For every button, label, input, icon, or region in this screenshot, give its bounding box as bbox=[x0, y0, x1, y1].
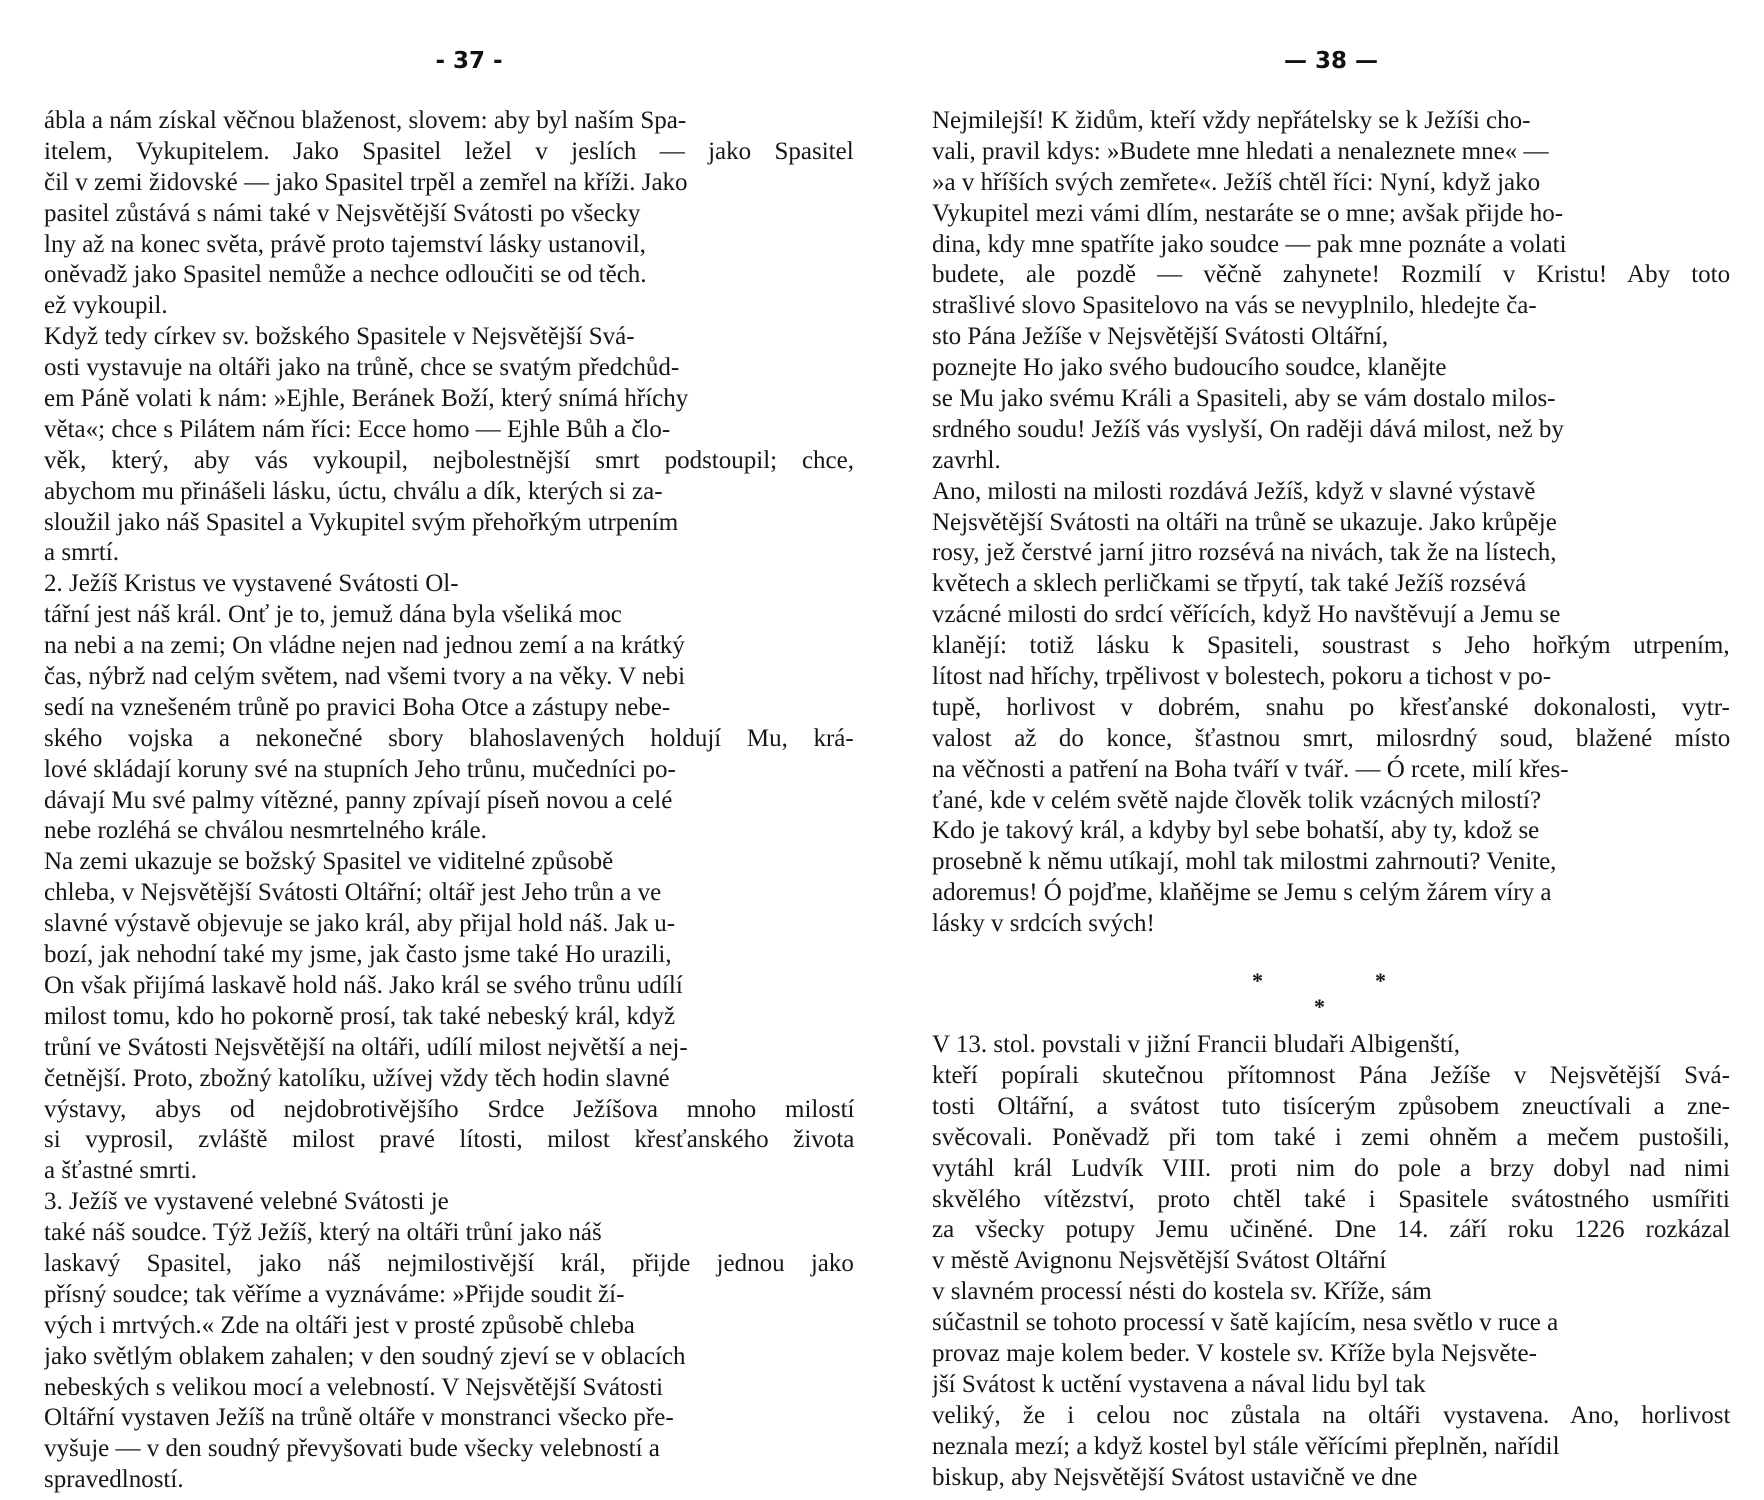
text-line: tupě, horlivost v dobrém, snahu po křesťanské dokonalosti, vytr- bbox=[932, 693, 1730, 721]
text-line: nebeských s velikou mocí a velebností. V Nejsvětější Svátosti bbox=[44, 1373, 664, 1401]
section-separator bbox=[932, 968, 1730, 1030]
text-line: ež vykoupil. bbox=[44, 292, 168, 320]
left-page bbox=[44, 0, 854, 1500]
right-page-text-top bbox=[932, 106, 1730, 940]
text-line: vali, pravil kdys: »Budete mne hledati a nenaleznete mne« — bbox=[932, 137, 1549, 165]
text-line: vých i mrtvých.« Zde na oltáři jest v prosté způsobě chleba bbox=[44, 1311, 635, 1339]
text-line: čas, nýbrž nad celým světem, nad všemi tvory a na věky. V nebi bbox=[44, 663, 686, 691]
text-line: Vykupitel mezi vámi dlím, nestaráte se o mne; avšak přijde ho- bbox=[932, 199, 1564, 227]
text-line: spravedlností. bbox=[44, 1466, 184, 1494]
text-line: 3. Ježíš ve vystavené velebné Svátosti je bbox=[44, 1188, 449, 1216]
text-line: vytáhl král Ludvík VIII. proti nim do pole a brzy dobyl nad nimi bbox=[932, 1154, 1730, 1182]
text-line: ského vojska a nekonečné sbory blahoslavených holdují Mu, krá- bbox=[44, 724, 854, 752]
text-line: 2. Ježíš Kristus ve vystavené Svátosti Ol- bbox=[44, 570, 459, 598]
text-line: v slavném processí nésti do kostela sv. Kříže, sám bbox=[932, 1278, 1432, 1306]
text-line: věta«; chce s Pilátem nám říci: Ecce homo — Ejhle Bůh a člo- bbox=[44, 415, 671, 443]
text-line: v městě Avignonu Nejsvětější Svátost Oltářní bbox=[932, 1247, 1387, 1275]
text-line: súčastnil se tohoto processí v šatě kajícím, nesa světlo v ruce a bbox=[932, 1309, 1559, 1337]
text-line: neznala mezí; a když kostel byl stále věřícími přeplněn, nařídil bbox=[932, 1432, 1560, 1460]
asterisk: * bbox=[1252, 968, 1263, 994]
text-line: slavné výstavě objevuje se jako král, aby přijal hold náš. Jak u- bbox=[44, 910, 676, 938]
text-line: trůní ve Svátosti Nejsvětější na oltáři, udílí milost největší a nej- bbox=[44, 1033, 688, 1061]
text-line: tosti Oltářní, a svátost tuto tisícerým způsobem zneuctívali a zne- bbox=[932, 1092, 1730, 1120]
text-line: a smrtí. bbox=[44, 539, 119, 567]
text-line: lny až na konec světa, právě proto tajemství lásky ustanovil, bbox=[44, 230, 646, 258]
text-line: sto Pána Ježíše v Nejsvětější Svátosti Oltářní, bbox=[932, 323, 1389, 351]
text-line: svěcovali. Poněvadž při tom také i zemi ohněm a mečem pustošili, bbox=[932, 1123, 1730, 1151]
text-line: výstavy, abys od nejdobrotivějšího Srdce Ježíšova mnoho milostí bbox=[44, 1095, 854, 1123]
text-line: čil v zemi židovské — jako Spasitel trpěl a zemřel na kříži. Jako bbox=[44, 168, 688, 196]
text-line: tářní jest náš král. Onť je to, jemuž dána byla všeliká moc bbox=[44, 601, 622, 629]
text-line: On však přijímá laskavě hold náš. Jako král se svého trůnu udílí bbox=[44, 971, 683, 999]
right-page-text bbox=[932, 106, 1730, 1493]
text-line: za všecky potupy Jemu učiněné. Dne 14. září roku 1226 rozkázal bbox=[932, 1216, 1730, 1244]
section-gap bbox=[932, 940, 1730, 968]
text-line: osti vystavuje na oltáři jako na trůně, chce se svatým předchůd- bbox=[44, 354, 680, 382]
text-line: abychom mu přinášeli lásku, úctu, chválu a dík, kterých si za- bbox=[44, 477, 663, 505]
text-line: vyšuje — v den soudný převyšovati bude všecky velebností a bbox=[44, 1435, 660, 1463]
right-page bbox=[932, 0, 1730, 1500]
text-line: jako světlým oblakem zahalen; v den soudný zjeví se v oblacích bbox=[44, 1342, 686, 1370]
text-line: lové skládají koruny své na stupních Jeho trůnu, mučedníci po- bbox=[44, 755, 676, 783]
text-line: pasitel zůstává s námi také v Nejsvětější Svátosti po všecky bbox=[44, 199, 641, 227]
text-line: »a v hříších svých zemřete«. Ježíš chtěl říci: Nyní, když jako bbox=[932, 168, 1541, 196]
text-line: na nebi a na zemi; On vládne nejen nad jednou zemí a na krátký bbox=[44, 632, 685, 660]
text-line: strašlivé slovo Spasitelovo na vás se nevyplnilo, hledejte ča- bbox=[932, 292, 1537, 320]
text-line: rosy, jež čerstvé jarní jitro rozsévá na nivách, tak že na lístech, bbox=[932, 539, 1557, 567]
text-line: dina, kdy mne spatříte jako soudce — pak mne poznáte a volati bbox=[932, 230, 1567, 258]
text-line: Na zemi ukazuje se božský Spasitel ve viditelné způsobě bbox=[44, 848, 614, 876]
text-line: přísný soudce; tak věříme a vyznáváme: »Přijde soudit ží- bbox=[44, 1280, 625, 1308]
text-line: veliký, že i celou noc zůstala na oltáři vystavena. Ano, horlivost bbox=[932, 1401, 1730, 1429]
text-line: adoremus! Ó pojďme, klaňějme se Jemu s celým žárem víry a bbox=[932, 879, 1552, 907]
text-line: biskup, aby Nejsvětější Svátost ustavičně ve dne bbox=[932, 1463, 1418, 1491]
text-line: provaz maje kolem beder. V kostele sv. Kříže byla Nejsvěte- bbox=[932, 1339, 1537, 1367]
text-line: prosebně k němu utíkají, mohl tak milostmi zahrnouti? Venite, bbox=[932, 848, 1557, 876]
text-line: chleba, v Nejsvětější Svátosti Oltářní; oltář jest Jeho trůn a ve bbox=[44, 879, 662, 907]
text-line: zavrhl. bbox=[932, 446, 1001, 474]
text-line: itelem, Vykupitelem. Jako Spasitel ležel v jeslích — jako Spasitel bbox=[44, 137, 854, 165]
text-line: srdného soudu! Ježíš vás vyslyší, On raději dává milost, než by bbox=[932, 415, 1564, 443]
text-line: ťané, kde v celém světě najde člověk tolik vzácných milostí? bbox=[932, 786, 1542, 814]
text-line: věk, který, aby vás vykoupil, nejbolestnější smrt podstoupil; chce, bbox=[44, 446, 854, 474]
text-line: Ano, milosti na milosti rozdává Ježíš, když v slavné výstavě bbox=[932, 477, 1536, 505]
right-page-text-bottom bbox=[932, 1030, 1730, 1493]
text-line: skvělého vítězství, proto chtěl také i Spasitele svátostného usmířiti bbox=[932, 1185, 1730, 1213]
text-line: oněvadž jako Spasitel nemůže a nechce odloučiti se od těch. bbox=[44, 261, 647, 289]
text-line: milost tomu, kdo ho pokorně prosí, tak také nebeský král, když bbox=[44, 1002, 676, 1030]
text-line: Nejsvětější Svátosti na oltáři na trůně se ukazuje. Jako krůpěje bbox=[932, 508, 1557, 536]
text-line: Oltářní vystaven Ježíš na trůně oltáře v monstranci všecko pře- bbox=[44, 1404, 674, 1432]
asterisk: * bbox=[1375, 968, 1386, 994]
text-line: se Mu jako svému Králi a Spasiteli, aby se vám dostalo milos- bbox=[932, 385, 1556, 413]
text-line: kteří popírali skutečnou přítomnost Pána Ježíše v Nejsvětější Svá- bbox=[932, 1061, 1730, 1089]
text-line: Kdo je takový král, a kdyby byl sebe bohatší, aby ty, kdož se bbox=[932, 817, 1540, 845]
text-line: ábla a nám získal věčnou blaženost, slovem: aby byl naším Spa- bbox=[44, 107, 687, 134]
text-line: bozí, jak nehodní také my jsme, jak často jsme také Ho urazili, bbox=[44, 941, 672, 969]
text-line: poznejte Ho jako svého budoucího soudce, klanějte bbox=[932, 354, 1447, 382]
text-line: valost až do konce, šťastnou smrt, milosrdný soud, blažené místo bbox=[932, 724, 1730, 752]
page-number-left: - 37 - bbox=[435, 48, 503, 74]
text-line: květech a sklech perličkami se třpytí, tak také Ježíš rozsévá bbox=[932, 570, 1527, 598]
left-page-text bbox=[44, 106, 854, 1496]
text-line: sloužil jako náš Spasitel a Vykupitel svým přehořkým utrpením bbox=[44, 508, 679, 536]
text-line: vzácné milosti do srdcí věřících, když Ho navštěvují a Jemu se bbox=[932, 601, 1561, 629]
text-line: také náš soudce. Týž Ježíš, který na oltáři trůní jako náš bbox=[44, 1219, 602, 1247]
text-line: klanějí: totiž lásku k Spasiteli, soustrast s Jeho hořkým utrpením, bbox=[932, 632, 1730, 660]
text-line: V 13. stol. povstali v jižní Francii bludaři Albigenští, bbox=[932, 1031, 1460, 1059]
text-line: nebe rozléhá se chválou nesmrtelného krále. bbox=[44, 817, 487, 845]
text-line: a šťastné smrti. bbox=[44, 1157, 198, 1185]
text-line: lásky v srdcích svých! bbox=[932, 910, 1155, 938]
text-line: em Páně volati k nám: »Ejhle, Beránek Boží, který snímá hříchy bbox=[44, 385, 689, 413]
text-line: Když tedy církev sv. božského Spasitele v Nejsvětější Svá- bbox=[44, 323, 635, 351]
text-line: sedí na vznešeném trůně po pravici Boha Otce a zástupy nebe- bbox=[44, 693, 671, 721]
text-line: lítost nad hříchy, trpělivost v bolestech, pokoru a tichost v po- bbox=[932, 663, 1552, 691]
page-number-right: — 38 — bbox=[1283, 48, 1379, 74]
text-line: dávají Mu své palmy vítězné, panny zpívají píseň novou a celé bbox=[44, 786, 673, 814]
text-line: laskavý Spasitel, jako náš nejmilostivější král, přijde jednou jako bbox=[44, 1249, 854, 1277]
text-line: jší Svátost k uctění vystavena a nával lidu byl tak bbox=[932, 1370, 1426, 1398]
text-line: budete, ale pozdě — věčně zahynete! Rozmilí v Kristu! Aby toto bbox=[932, 261, 1730, 289]
asterisk: * bbox=[1314, 994, 1325, 1020]
text-line: Nejmilejší! K židům, kteří vždy nepřátelsky se k Ježíši cho- bbox=[932, 107, 1531, 134]
text-line: si vyprosil, zvláště milost pravé lítosti, milost křesťanského života bbox=[44, 1126, 854, 1154]
text-line: na věčnosti a patření na Boha tváří v tvář. — Ó rcete, milí křes- bbox=[932, 755, 1569, 783]
text-line: četnější. Proto, zbožný katolíku, užívej vždy těch hodin slavné bbox=[44, 1064, 670, 1092]
